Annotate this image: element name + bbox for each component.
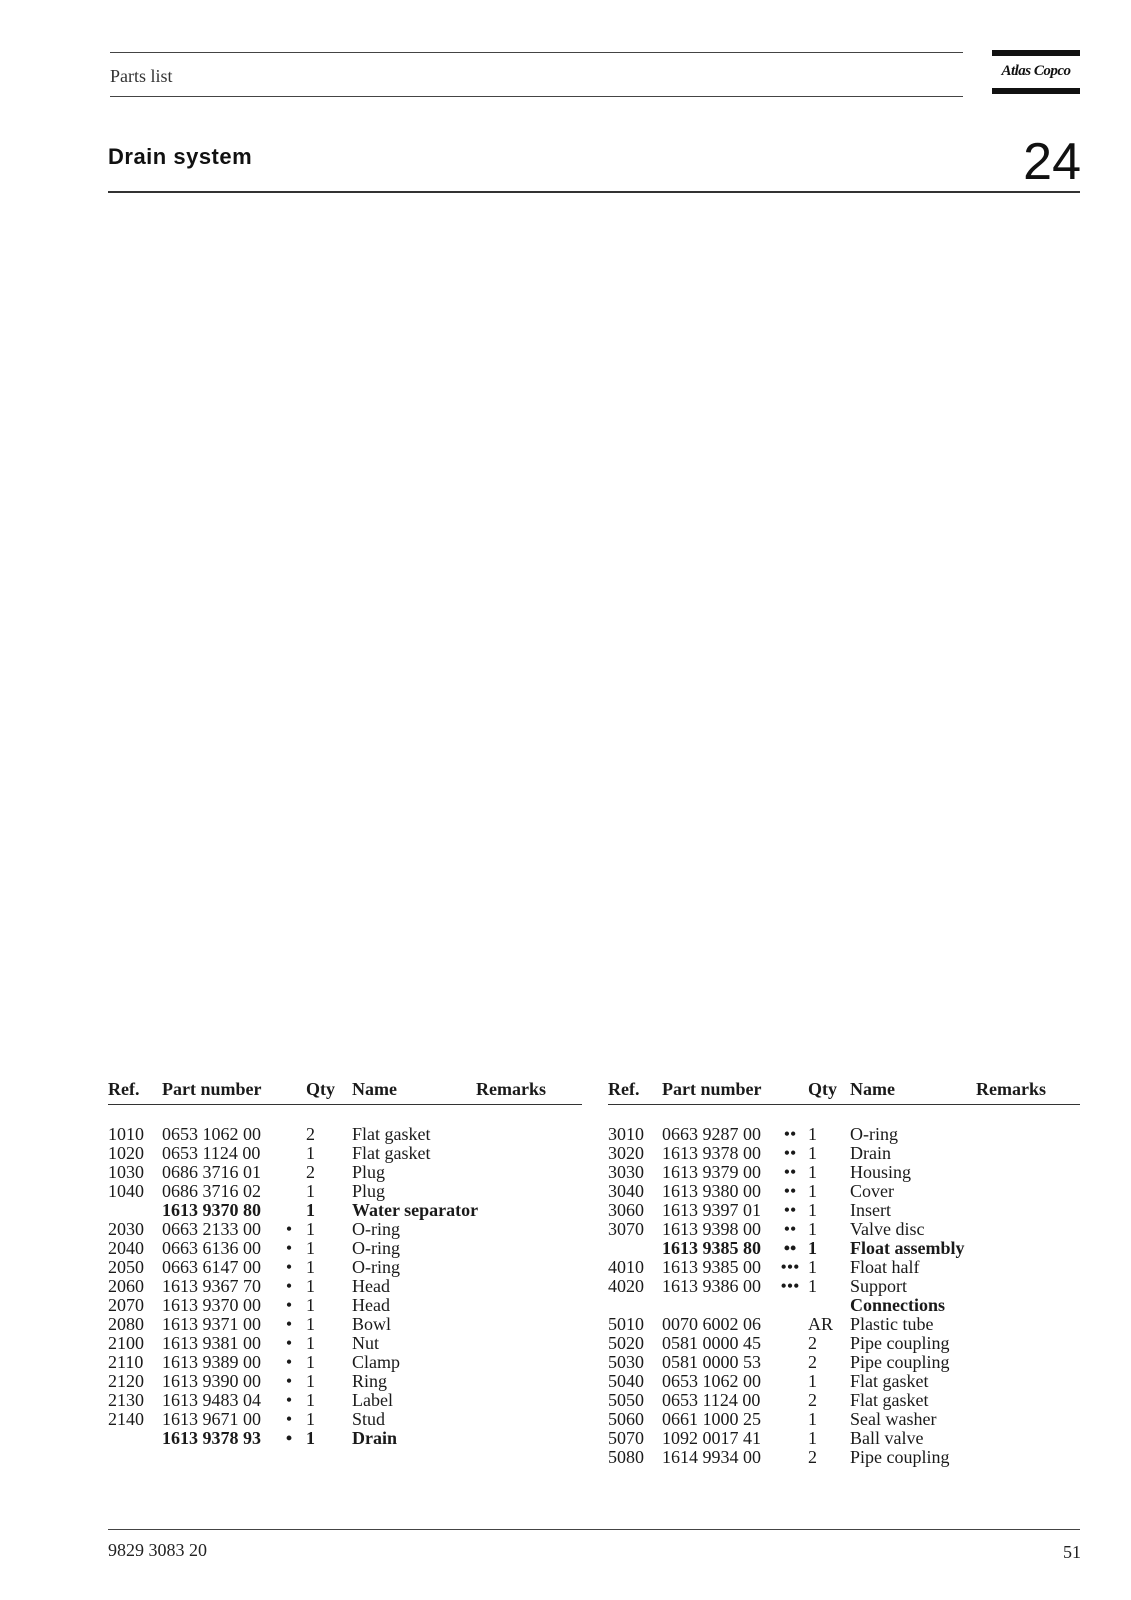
table-row: [108, 1315, 582, 1334]
table-row: [608, 1125, 1080, 1144]
part-number: 0653 1124 00: [662, 1390, 761, 1410]
part-name: Bowl: [352, 1314, 392, 1334]
header-ref: Ref.: [108, 1079, 140, 1099]
part-number: 1613 9367 70: [162, 1276, 261, 1296]
part-number: 0686 3716 02: [162, 1181, 261, 1201]
table-row: [108, 1296, 582, 1315]
part-ref: 3060: [608, 1200, 644, 1220]
part-qty: 1: [306, 1219, 315, 1239]
part-ref: 5060: [608, 1409, 644, 1429]
part-qty: 1: [808, 1409, 817, 1429]
part-number: 0653 1124 00: [162, 1143, 261, 1163]
table-row: [608, 1144, 1080, 1163]
part-qty: 1: [808, 1276, 817, 1296]
part-ref: 4010: [608, 1257, 644, 1277]
part-name: Head: [352, 1276, 390, 1296]
table-row: [608, 1296, 1080, 1315]
part-ref: 5040: [608, 1371, 644, 1391]
part-number: 0070 6002 06: [662, 1314, 761, 1334]
part-name: O-ring: [352, 1219, 400, 1239]
atlas-copco-logo: [992, 50, 1080, 94]
table-row: [608, 1334, 1080, 1353]
header-qty: Qty: [306, 1079, 335, 1099]
part-number: 0663 6136 00: [162, 1238, 261, 1258]
part-number: 1613 9370 00: [162, 1295, 261, 1315]
table-row: [608, 1353, 1080, 1372]
header-top-rule: [110, 52, 963, 53]
part-qty: 1: [306, 1371, 315, 1391]
footer-rule: [108, 1529, 1080, 1530]
part-ref: 3070: [608, 1219, 644, 1239]
table-row: [108, 1220, 582, 1239]
part-name: Drain: [352, 1428, 397, 1448]
header-name: Name: [850, 1079, 895, 1099]
part-qty: 2: [808, 1447, 817, 1467]
part-ref: 1030: [108, 1162, 144, 1182]
part-qty: 1: [306, 1276, 315, 1296]
part-qty: 1: [808, 1428, 817, 1448]
part-name: Drain: [850, 1143, 891, 1163]
part-number: 0661 1000 25: [662, 1409, 761, 1429]
part-ref: 3040: [608, 1181, 644, 1201]
part-name: Ring: [352, 1371, 388, 1391]
table-row: [608, 1163, 1080, 1182]
part-ref: 5010: [608, 1314, 644, 1334]
part-qty: 1: [306, 1200, 315, 1220]
part-name: Float half: [850, 1257, 920, 1277]
part-ref: 5020: [608, 1333, 644, 1353]
header-label: Parts list: [110, 66, 173, 86]
part-qty: 2: [808, 1352, 817, 1372]
part-qty: 1: [306, 1314, 315, 1334]
part-qty: 1: [808, 1181, 817, 1201]
part-name: Ball valve: [850, 1428, 924, 1448]
part-qty: 1: [808, 1371, 817, 1391]
part-number: 1092 0017 41: [662, 1428, 761, 1448]
part-qty: 2: [808, 1333, 817, 1353]
parts-table-right: [608, 1080, 1080, 1467]
part-name: Support: [850, 1276, 908, 1296]
part-ref: 5050: [608, 1390, 644, 1410]
table-row: [108, 1182, 582, 1201]
level-indicator: •••: [780, 1276, 800, 1296]
part-qty: 1: [306, 1257, 315, 1277]
part-ref: 2050: [108, 1257, 144, 1277]
level-indicator: •: [285, 1390, 293, 1410]
table-row: [108, 1163, 582, 1182]
part-name: Flat gasket: [352, 1143, 431, 1163]
part-number: 0663 9287 00: [662, 1124, 761, 1144]
table-row: [608, 1429, 1080, 1448]
part-ref: 3020: [608, 1143, 644, 1163]
part-number: 1613 9397 01: [662, 1200, 761, 1220]
logo-bar-bottom: [992, 88, 1080, 94]
part-name: Flat gasket: [850, 1390, 929, 1410]
part-number: 0663 2133 00: [162, 1219, 261, 1239]
part-number: 0686 3716 01: [162, 1162, 261, 1182]
level-indicator: ••: [783, 1162, 797, 1182]
level-indicator: •••: [780, 1257, 800, 1277]
part-number: 1613 9671 00: [162, 1409, 261, 1429]
table-row: [608, 1410, 1080, 1429]
part-name: Flat gasket: [850, 1371, 929, 1391]
part-ref: 3010: [608, 1124, 644, 1144]
table-row: [108, 1391, 582, 1410]
table-row: [608, 1277, 1080, 1296]
part-qty: 1: [306, 1143, 315, 1163]
part-number: 1613 9390 00: [162, 1371, 261, 1391]
part-number: 1613 9380 00: [662, 1181, 761, 1201]
part-ref: 2030: [108, 1219, 144, 1239]
header-part-number: Part number: [662, 1079, 762, 1099]
part-qty: 1: [808, 1124, 817, 1144]
part-qty: 1: [808, 1143, 817, 1163]
part-name: Stud: [352, 1409, 386, 1429]
table-row: [108, 1277, 582, 1296]
part-number: 1613 9398 00: [662, 1219, 761, 1239]
level-indicator: •: [285, 1352, 293, 1372]
part-qty: 2: [306, 1124, 315, 1144]
table-row: [608, 1239, 1080, 1258]
part-qty: 2: [306, 1162, 315, 1182]
part-name: Insert: [850, 1200, 891, 1220]
part-name: Plastic tube: [850, 1314, 934, 1334]
part-number: 1614 9934 00: [662, 1447, 761, 1467]
parts-table-left: [108, 1080, 582, 1448]
part-ref: 2120: [108, 1371, 144, 1391]
part-name: Pipe coupling: [850, 1447, 950, 1467]
table-row: [108, 1372, 582, 1391]
part-ref: 2070: [108, 1295, 144, 1315]
part-name: Label: [352, 1390, 393, 1410]
part-name: Housing: [850, 1162, 912, 1182]
part-qty: 2: [808, 1390, 817, 1410]
part-name: Clamp: [352, 1352, 400, 1372]
table-row: [108, 1353, 582, 1372]
part-name: Pipe coupling: [850, 1333, 950, 1353]
part-number: 1613 9370 80: [162, 1200, 261, 1220]
part-number: 0663 6147 00: [162, 1257, 261, 1277]
part-ref: 5070: [608, 1428, 644, 1448]
table-row: [608, 1391, 1080, 1410]
part-ref: 5030: [608, 1352, 644, 1372]
part-name: Valve disc: [850, 1219, 925, 1239]
section-number: 24: [1023, 133, 1081, 191]
part-name: O-ring: [850, 1124, 898, 1144]
part-name: Connections: [850, 1295, 946, 1315]
table-row: [108, 1334, 582, 1353]
part-number: 1613 9378 00: [662, 1143, 761, 1163]
level-indicator: •: [285, 1276, 293, 1296]
table-row: [108, 1410, 582, 1429]
part-name: Float assembly: [850, 1238, 965, 1258]
level-indicator: ••: [783, 1219, 797, 1239]
part-qty: 1: [808, 1200, 817, 1220]
part-ref: 1020: [108, 1143, 144, 1163]
part-qty: 1: [306, 1390, 315, 1410]
table-row: [608, 1182, 1080, 1201]
part-number: 1613 9371 00: [162, 1314, 261, 1334]
part-name: Head: [352, 1295, 390, 1315]
table-row: [108, 1144, 582, 1163]
table-body: [608, 1125, 1080, 1467]
part-qty: 1: [306, 1352, 315, 1372]
table-row: [108, 1239, 582, 1258]
header-qty: Qty: [808, 1079, 837, 1099]
header-bottom-rule: [110, 96, 963, 97]
table-row: [108, 1125, 582, 1144]
part-ref: 2100: [108, 1333, 144, 1353]
document-number: 9829 3083 20: [108, 1540, 207, 1560]
part-number: 1613 9379 00: [662, 1162, 761, 1182]
part-qty: AR: [808, 1314, 834, 1334]
level-indicator: •: [285, 1219, 293, 1239]
part-name: Plug: [352, 1181, 386, 1201]
level-indicator: ••: [783, 1124, 797, 1144]
part-qty: 1: [306, 1409, 315, 1429]
part-name: Pipe coupling: [850, 1352, 950, 1372]
part-qty: 1: [306, 1238, 315, 1258]
part-ref: 2080: [108, 1314, 144, 1334]
table-body: [108, 1125, 582, 1448]
level-indicator: •: [285, 1428, 293, 1448]
title-rule: [108, 191, 1080, 193]
level-indicator: •: [285, 1257, 293, 1277]
part-qty: 1: [306, 1295, 315, 1315]
table-row: [608, 1448, 1080, 1467]
table-row: [608, 1372, 1080, 1391]
part-name: Seal washer: [850, 1409, 937, 1429]
part-qty: 1: [808, 1238, 817, 1258]
part-qty: 1: [808, 1219, 817, 1239]
level-indicator: ••: [783, 1200, 797, 1220]
part-name: O-ring: [352, 1257, 400, 1277]
part-number: 0581 0000 53: [662, 1352, 761, 1372]
level-indicator: ••: [783, 1238, 797, 1258]
logo-bar-top: [992, 50, 1080, 56]
level-indicator: •: [285, 1371, 293, 1391]
part-ref: 1010: [108, 1124, 144, 1144]
part-ref: 2140: [108, 1409, 144, 1429]
part-name: Nut: [352, 1333, 379, 1353]
level-indicator: ••: [783, 1143, 797, 1163]
section-title: Drain system: [108, 144, 253, 169]
part-name: Flat gasket: [352, 1124, 431, 1144]
part-ref: 2040: [108, 1238, 144, 1258]
header-remarks: Remarks: [476, 1079, 546, 1099]
part-ref: 5080: [608, 1447, 644, 1467]
table-row: [108, 1429, 582, 1448]
table-row: [108, 1258, 582, 1277]
table-row: [608, 1220, 1080, 1239]
level-indicator: ••: [783, 1181, 797, 1201]
part-name: Water separator: [352, 1200, 479, 1220]
table-row: [108, 1201, 582, 1220]
part-number: 1613 9389 00: [162, 1352, 261, 1372]
table-header: [608, 1080, 1080, 1105]
part-qty: 1: [306, 1428, 315, 1448]
part-name: Plug: [352, 1162, 386, 1182]
part-number: 1613 9381 00: [162, 1333, 261, 1353]
part-ref: 2060: [108, 1276, 144, 1296]
part-ref: 3030: [608, 1162, 644, 1182]
table-row: [608, 1315, 1080, 1334]
part-qty: 1: [808, 1162, 817, 1182]
table-header: [108, 1080, 582, 1105]
table-row: [608, 1201, 1080, 1220]
level-indicator: •: [285, 1314, 293, 1334]
level-indicator: •: [285, 1238, 293, 1258]
part-ref: 2130: [108, 1390, 144, 1410]
part-qty: 1: [306, 1333, 315, 1353]
part-qty: 1: [306, 1181, 315, 1201]
part-number: 0653 1062 00: [162, 1124, 261, 1144]
level-indicator: •: [285, 1295, 293, 1315]
header-part-number: Part number: [162, 1079, 262, 1099]
part-name: O-ring: [352, 1238, 400, 1258]
part-number: 1613 9385 80: [662, 1238, 761, 1258]
page-number: 51: [1063, 1542, 1081, 1562]
part-ref: 4020: [608, 1276, 644, 1296]
part-number: 1613 9483 04: [162, 1390, 261, 1410]
part-number: 0653 1062 00: [662, 1371, 761, 1391]
logo-text: Atlas Copco: [1001, 63, 1071, 79]
level-indicator: •: [285, 1409, 293, 1429]
part-number: 1613 9378 93: [162, 1428, 261, 1448]
part-qty: 1: [808, 1257, 817, 1277]
part-number: 1613 9385 00: [662, 1257, 761, 1277]
header-remarks: Remarks: [976, 1079, 1046, 1099]
level-indicator: •: [285, 1333, 293, 1353]
part-ref: 2110: [108, 1352, 144, 1372]
part-ref: 1040: [108, 1181, 144, 1201]
table-row: [608, 1258, 1080, 1277]
part-number: 0581 0000 45: [662, 1333, 761, 1353]
part-name: Cover: [850, 1181, 894, 1201]
header-name: Name: [352, 1079, 397, 1099]
header-ref: Ref.: [608, 1079, 640, 1099]
part-number: 1613 9386 00: [662, 1276, 761, 1296]
